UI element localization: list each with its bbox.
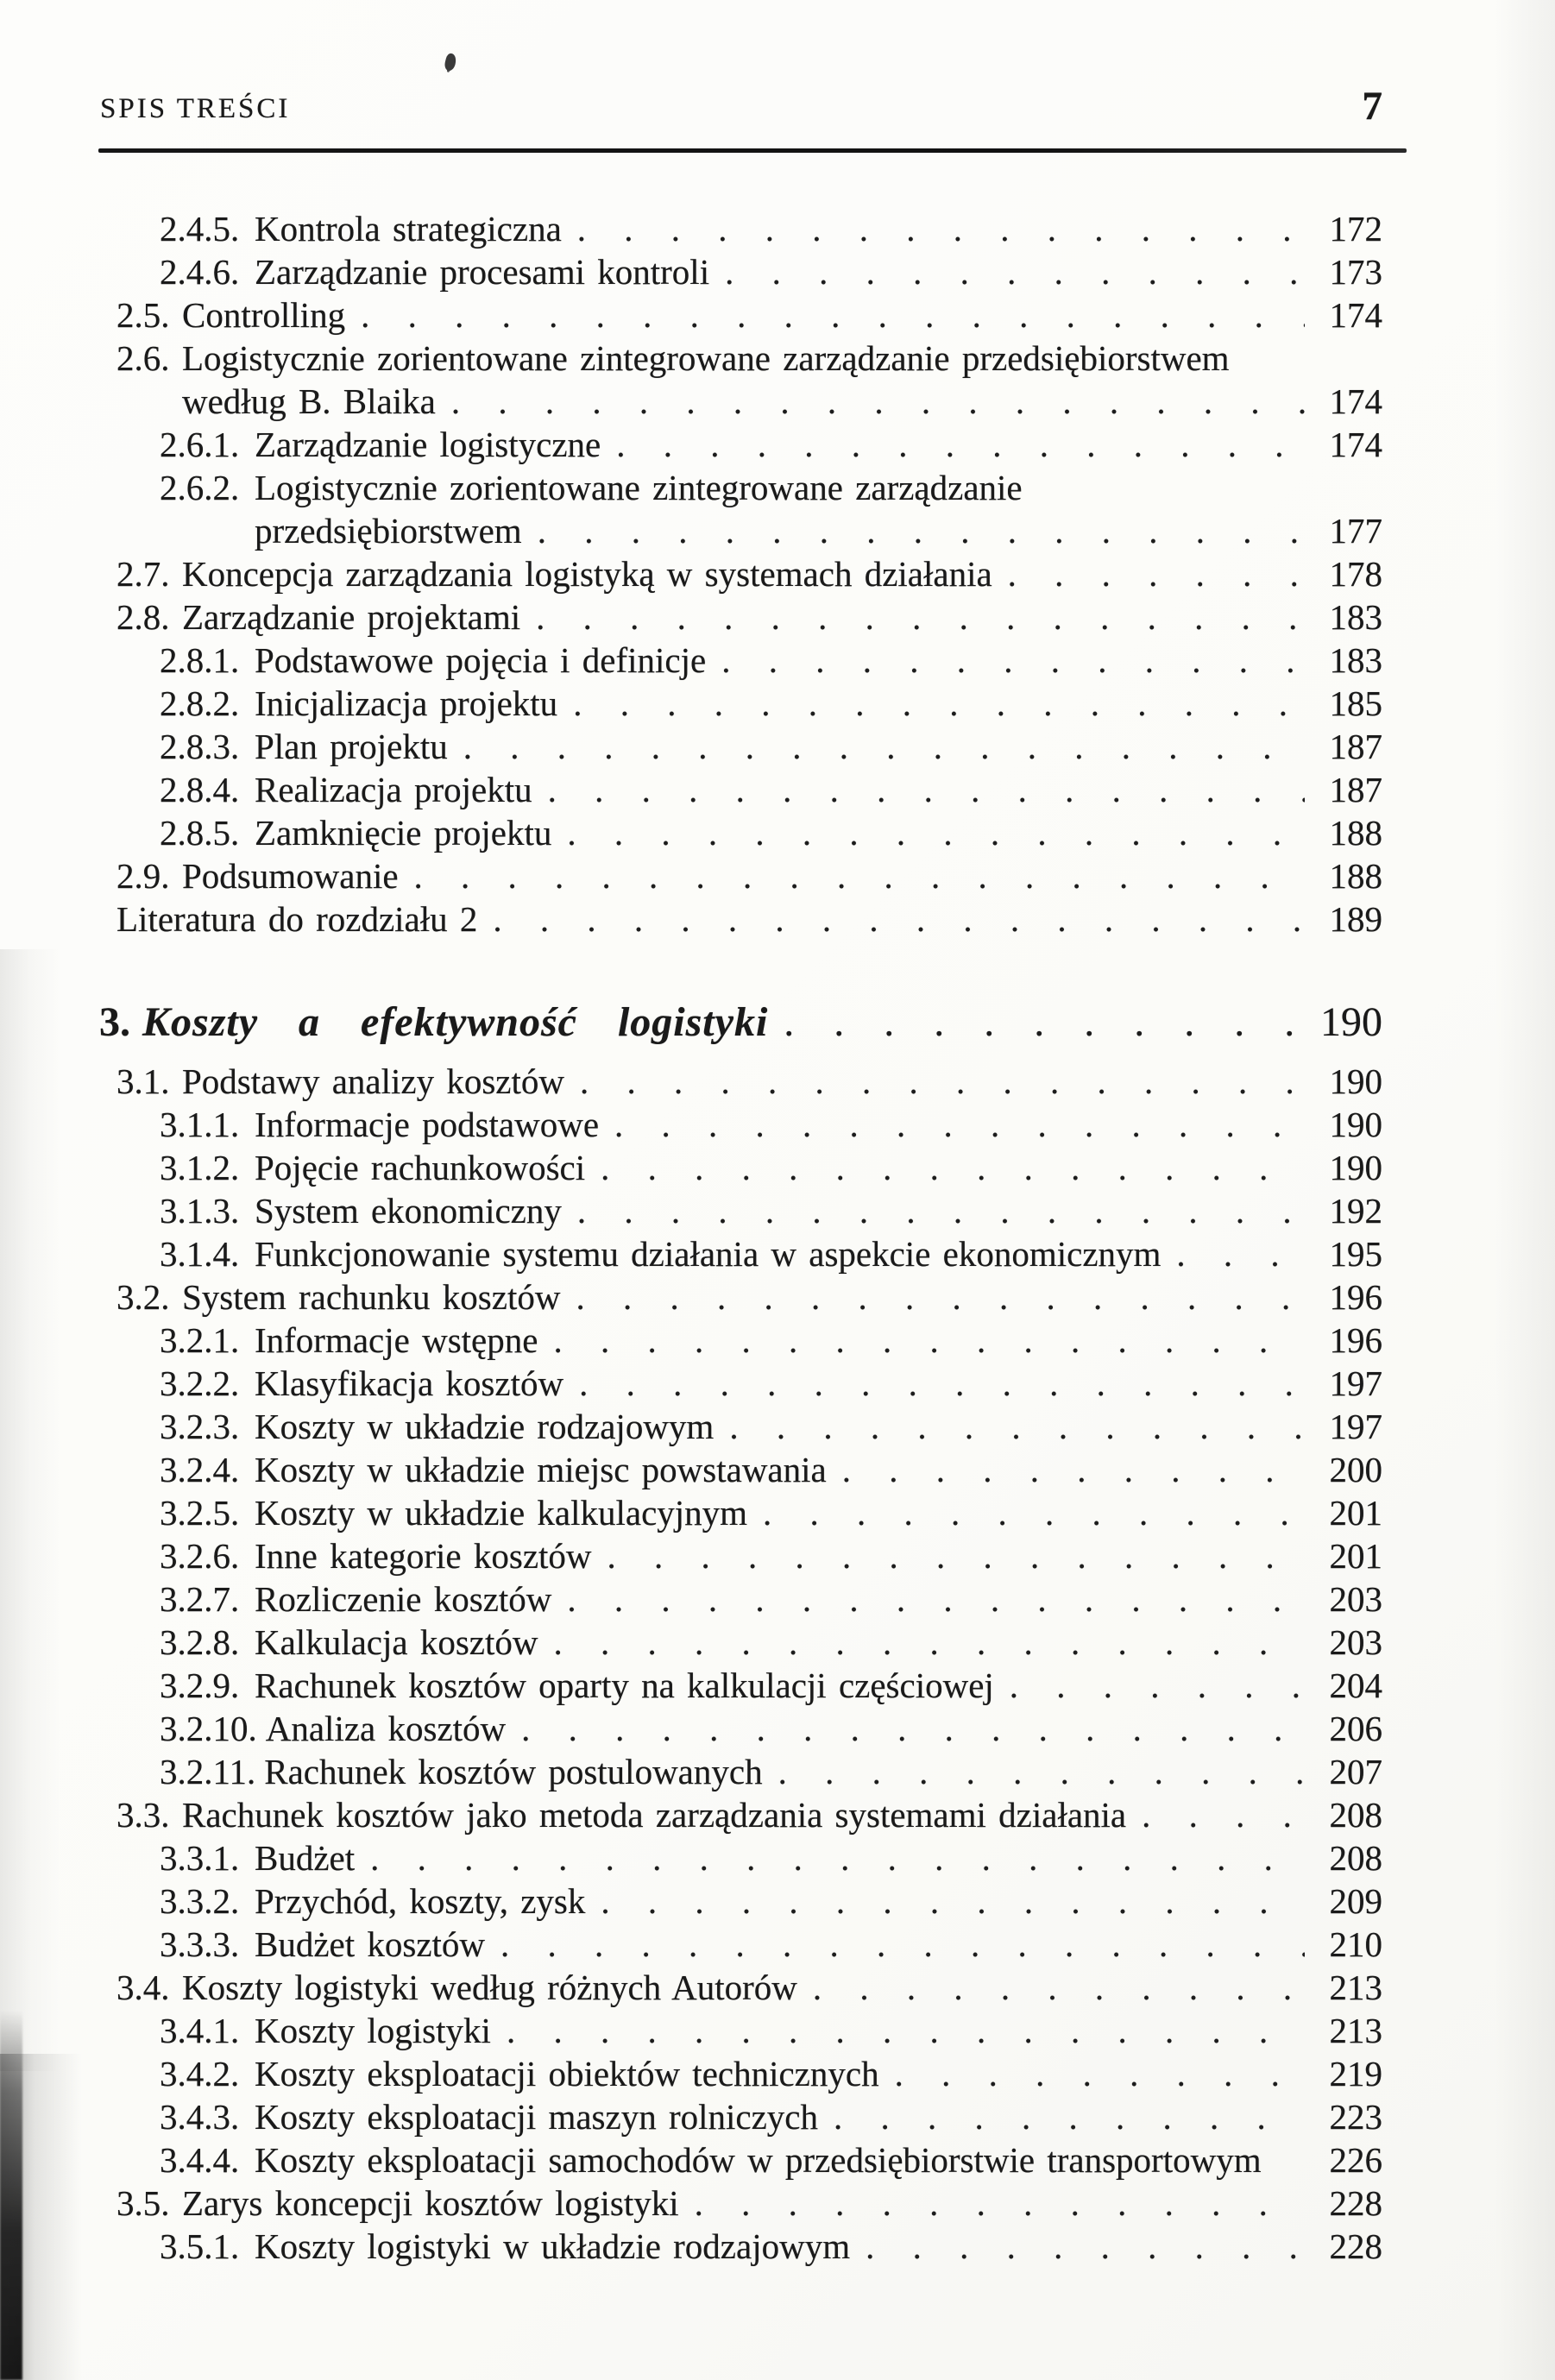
dot-leader (463, 725, 1305, 768)
dot-leader (616, 423, 1305, 466)
dot-leader (778, 1750, 1305, 1793)
entry-number: 3.1. (116, 1061, 170, 1101)
toc-entry (116, 811, 1382, 854)
entry-title: Koszty a efektywność logistyki (142, 999, 769, 1045)
toc-entry (116, 2138, 1382, 2182)
entry-title: według B. Blaika (182, 381, 436, 421)
entry-page: 209 (1329, 1881, 1382, 1921)
entry-number: 2.8.5. (160, 813, 240, 853)
toc-entry (116, 1621, 1382, 1664)
toc-entry (116, 1750, 1382, 1793)
entry-title: Logistycznie zorientowane zintegrowane zarządzanie przedsiębiorstwem (182, 338, 1230, 378)
entry-page: 223 (1329, 2097, 1382, 2137)
dot-leader (1142, 1793, 1305, 1836)
entry-number: 3.2.5. (160, 1493, 240, 1533)
entry-title: System ekonomiczny (255, 1191, 562, 1231)
entry-page: 196 (1329, 1277, 1382, 1317)
dot-leader (370, 1836, 1305, 1879)
dot-leader (573, 682, 1305, 725)
page-title: SPIS TREŚCI (100, 93, 291, 124)
entry-title: Zarządzanie logistyczne (255, 425, 601, 464)
entry-number: 3.2.4. (160, 1450, 240, 1489)
entry-title: Budżet kosztów (255, 1924, 486, 1964)
entry-number: 3.2.3. (160, 1407, 240, 1446)
toc-entry (116, 1491, 1382, 1534)
entry-number: 2.6.2. (160, 468, 240, 507)
dot-leader (721, 639, 1305, 682)
entry-title: przedsiębiorstwem (255, 511, 522, 551)
entry-title: Rachunek kosztów jako metoda zarządzania systemami działania (182, 1795, 1127, 1835)
entry-title: Koszty logistyki według różnych Autorów (182, 1968, 797, 2007)
toc-entry (116, 423, 1382, 466)
toc-entry (116, 1836, 1382, 1879)
entry-number: 3.1.1. (160, 1105, 240, 1144)
entry-page: 197 (1329, 1363, 1382, 1403)
toc-entry (116, 1448, 1382, 1491)
entry-page: 188 (1329, 856, 1382, 896)
entry-page: 174 (1329, 425, 1382, 464)
entry-page: 206 (1329, 1709, 1382, 1748)
toc-entry (116, 2009, 1382, 2052)
dot-leader (1008, 552, 1305, 595)
entry-page: 197 (1329, 1407, 1382, 1446)
entry-title: Controlling (182, 295, 346, 335)
entry-title: Rachunek kosztów oparty na kalkulacji częściowej (255, 1665, 994, 1705)
entry-number: 2.8. (116, 597, 170, 637)
entry-page: 204 (1329, 1665, 1382, 1705)
header-rule (98, 148, 1407, 153)
toc-entry (99, 1001, 1382, 1044)
entry-number: 3.2.7. (160, 1579, 240, 1619)
entry-number: 3.5.1. (160, 2226, 240, 2266)
entry-title: Pojęcie rachunkowości (255, 1148, 586, 1187)
entry-page: 203 (1329, 1579, 1382, 1619)
entry-page: 188 (1329, 813, 1382, 853)
toc-entry (116, 1879, 1382, 1923)
entry-title: Klasyfikacja kosztów (255, 1363, 564, 1403)
entry-title: Analiza kosztów (265, 1709, 507, 1748)
toc-entry (116, 1664, 1382, 1707)
toc-entry (116, 897, 1382, 941)
toc-entry (116, 1534, 1382, 1577)
entry-page: 190 (1329, 1061, 1382, 1101)
entry-number: 3.1.2. (160, 1148, 240, 1187)
entry-number: 3.2.1. (160, 1320, 240, 1360)
toc-entry (116, 380, 1382, 423)
entry-page: 173 (1329, 252, 1382, 292)
entry-title: Plan projektu (255, 727, 448, 766)
entry-number: 3.3.3. (160, 1924, 240, 1964)
entry-page: 219 (1329, 2054, 1382, 2094)
entry-number: 3.4.4. (160, 2140, 240, 2180)
entry-title: System rachunku kosztów (182, 1277, 561, 1317)
entry-page: 228 (1329, 2183, 1382, 2223)
entry-number: 3.4. (116, 1968, 170, 2007)
entry-page: 201 (1329, 1493, 1382, 1533)
entry-number: 3.5. (116, 2183, 170, 2223)
entry-number: 2.6.1. (160, 425, 240, 464)
entry-page: 208 (1329, 1795, 1382, 1835)
entry-title: Realizacja projektu (255, 770, 532, 809)
entry-title: Zarys koncepcji kosztów logistyki (182, 2183, 679, 2223)
entry-page: 174 (1329, 295, 1382, 335)
entry-title: Rachunek kosztów postulowanych (264, 1752, 763, 1791)
entry-page: 189 (1329, 899, 1382, 939)
entry-number: 3.3.1. (160, 1838, 240, 1878)
toc-entry (116, 1793, 1382, 1836)
dot-leader (577, 1189, 1305, 1232)
entry-number: 3.2.8. (160, 1622, 240, 1662)
toc-entry (116, 1966, 1382, 2009)
toc-entry (116, 1577, 1382, 1621)
entry-title: Koszty logistyki w układzie rodzajowym (255, 2226, 851, 2266)
entry-title: Budżet (255, 1838, 356, 1878)
entry-number: 3.4.1. (160, 2011, 240, 2050)
toc-entry (116, 682, 1382, 725)
entry-page: 183 (1329, 640, 1382, 680)
entry-number: 3.2.2. (160, 1363, 240, 1403)
toc-entry (116, 466, 1382, 509)
dot-leader (576, 1275, 1305, 1319)
entry-number: 3.2.9. (160, 1665, 240, 1705)
dot-leader (601, 1146, 1305, 1189)
entry-number: 3.4.3. (160, 2097, 240, 2137)
entry-page: 213 (1329, 2011, 1382, 2050)
toc-entry (116, 250, 1382, 293)
scan-right-shadow (1495, 0, 1555, 2380)
entry-title: Rozliczenie kosztów (255, 1579, 552, 1619)
dot-leader (553, 1621, 1305, 1664)
entry-title: Funkcjonowanie systemu działania w aspekcie ekonomicznym (255, 1234, 1162, 1274)
entry-title: Koszty w układzie miejsc powstawania (255, 1450, 827, 1489)
entry-page: 228 (1329, 2226, 1382, 2266)
dot-leader (451, 380, 1305, 423)
entry-page: 213 (1329, 1968, 1382, 2007)
entry-number: 3.2.11. (160, 1752, 256, 1791)
entry-page: 178 (1329, 554, 1382, 594)
entry-title: Literatura do rozdziału 2 (116, 899, 478, 939)
entry-page: 203 (1329, 1622, 1382, 1662)
entry-page: 226 (1329, 2140, 1382, 2180)
entry-title: Inicjalizacja projektu (255, 683, 558, 723)
entry-title: Przychód, koszty, zysk (255, 1881, 586, 1921)
entry-title: Informacje podstawowe (255, 1105, 600, 1144)
entry-title: Koszty logistyki (255, 2011, 491, 2050)
entry-number: 3. (99, 999, 130, 1045)
dot-leader (725, 250, 1305, 293)
entry-page: 187 (1329, 727, 1382, 766)
toc-entry (116, 1189, 1382, 1232)
entry-title: Zamknięcie projektu (255, 813, 552, 853)
entry-page: 210 (1329, 1924, 1382, 1964)
entry-page: 190 (1329, 1105, 1382, 1144)
dot-leader (493, 897, 1305, 941)
entry-title: Podstawowe pojęcia i definicje (255, 640, 707, 680)
dot-leader (729, 1405, 1305, 1448)
entry-number: 3.4.2. (160, 2054, 240, 2094)
entry-number: 3.2. (116, 1277, 170, 1317)
toc-entry (116, 1103, 1382, 1146)
dot-leader (580, 1060, 1305, 1103)
entry-number: 2.9. (116, 856, 170, 896)
dot-leader (866, 2225, 1305, 2268)
dot-leader (579, 1362, 1305, 1405)
entry-title: Koszty w układzie kalkulacyjnym (255, 1493, 748, 1533)
dot-leader (521, 1707, 1305, 1750)
toc-entry (116, 1275, 1382, 1319)
scan-smudge-artifact (444, 53, 457, 72)
toc-entry (116, 1060, 1382, 1103)
entry-page: 187 (1329, 770, 1382, 809)
entry-page: 172 (1329, 209, 1382, 249)
scan-binding-fade (0, 2054, 82, 2380)
dot-leader (834, 2095, 1305, 2138)
toc-entry (116, 337, 1382, 380)
toc-entry (116, 595, 1382, 639)
toc-entry (116, 2052, 1382, 2095)
toc-entry (116, 1405, 1382, 1448)
dot-leader (608, 1534, 1305, 1577)
entry-number: 2.8.2. (160, 683, 240, 723)
entry-page: 190 (1329, 1148, 1382, 1187)
toc-list (99, 207, 1382, 2268)
entry-page: 208 (1329, 1838, 1382, 1878)
toc-entry (116, 1232, 1382, 1275)
entry-page: 192 (1329, 1191, 1382, 1231)
entry-number: 3.1.4. (160, 1234, 240, 1274)
dot-leader (567, 811, 1305, 854)
dot-leader (500, 1923, 1305, 1966)
toc-entry (116, 639, 1382, 682)
entry-number: 3.1.3. (160, 1191, 240, 1231)
entry-title: Podsumowanie (182, 856, 399, 896)
entry-page: 174 (1329, 381, 1382, 421)
dot-leader (414, 854, 1305, 897)
entry-title: Koszty eksploatacji maszyn rolniczych (255, 2097, 818, 2137)
dot-leader (601, 1879, 1305, 1923)
entry-number: 2.6. (116, 338, 170, 378)
entry-page: 200 (1329, 1450, 1382, 1489)
dot-leader (538, 509, 1305, 552)
dot-leader (614, 1103, 1305, 1146)
entry-number: 3.2.6. (160, 1536, 240, 1576)
dot-leader (695, 2182, 1305, 2225)
entry-title: Zarządzanie projektami (182, 597, 521, 637)
entry-number: 2.5. (116, 295, 170, 335)
entry-page: 183 (1329, 597, 1382, 637)
entry-title: Podstawy analizy kosztów (182, 1061, 564, 1101)
dot-leader (842, 1448, 1305, 1491)
scan-left-shadow (0, 949, 60, 2071)
entry-title: Koszty eksploatacji obiektów technicznych (255, 2054, 879, 2094)
entry-page: 196 (1329, 1320, 1382, 1360)
entry-number: 3.3. (116, 1795, 170, 1835)
entry-title: Kalkulacja kosztów (255, 1622, 538, 1662)
toc-entry (116, 2095, 1382, 2138)
dot-leader (567, 1577, 1305, 1621)
dot-leader (361, 293, 1305, 337)
entry-page: 185 (1329, 683, 1382, 723)
dot-leader (813, 1966, 1305, 2009)
toc-entry (116, 207, 1382, 250)
entry-number: 2.4.6. (160, 252, 240, 292)
dot-leader (895, 2052, 1305, 2095)
entry-page: 177 (1329, 511, 1382, 551)
toc-entry (116, 552, 1382, 595)
folio-page-number: 7 (1362, 84, 1382, 129)
toc-entry (116, 2225, 1382, 2268)
entry-number: 3.3.2. (160, 1881, 240, 1921)
entry-number: 3.2.10. (160, 1709, 257, 1748)
dot-leader (577, 207, 1305, 250)
toc-entry (116, 1362, 1382, 1405)
dot-leader (548, 768, 1305, 811)
entry-title: Koszty w układzie rodzajowym (255, 1407, 715, 1446)
entry-title: Informacje wstępne (255, 1320, 538, 1360)
entry-title: Koncepcja zarządzania logistyką w systemach działania (182, 554, 992, 594)
entry-title: Kontrola strategiczna (255, 209, 562, 249)
dot-leader (763, 1491, 1305, 1534)
toc-entry (116, 2182, 1382, 2225)
toc-entry (116, 1707, 1382, 1750)
dot-leader (536, 595, 1305, 639)
entry-page: 207 (1329, 1752, 1382, 1791)
dot-leader (553, 1319, 1305, 1362)
entry-title: Inne kategorie kosztów (255, 1536, 592, 1576)
toc-entry (116, 725, 1382, 768)
toc-entry (116, 1923, 1382, 1966)
toc-entry (116, 1319, 1382, 1362)
toc-entry (116, 854, 1382, 897)
entry-title: Zarządzanie procesami kontroli (255, 252, 710, 292)
entry-number: 2.8.1. (160, 640, 240, 680)
toc-entry (116, 509, 1382, 552)
entry-page: 201 (1329, 1536, 1382, 1576)
toc-entry (116, 293, 1382, 337)
dot-leader (784, 1001, 1305, 1044)
dot-leader (1010, 1664, 1305, 1707)
dot-leader (507, 2009, 1305, 2052)
dot-leader (1176, 1232, 1305, 1275)
entry-page: 190 (1320, 999, 1382, 1045)
entry-number: 2.4.5. (160, 209, 240, 249)
entry-page: 195 (1329, 1234, 1382, 1274)
entry-number: 2.7. (116, 554, 170, 594)
toc-entry (116, 1146, 1382, 1189)
entry-title: Koszty eksploatacji samochodów w przedsiębiorstwie transportowym (255, 2140, 1262, 2180)
toc-entry (116, 768, 1382, 811)
entry-number: 2.8.4. (160, 770, 240, 809)
entry-number: 2.8.3. (160, 727, 240, 766)
entry-title: Logistycznie zorientowane zintegrowane zarządzanie (255, 468, 1023, 507)
